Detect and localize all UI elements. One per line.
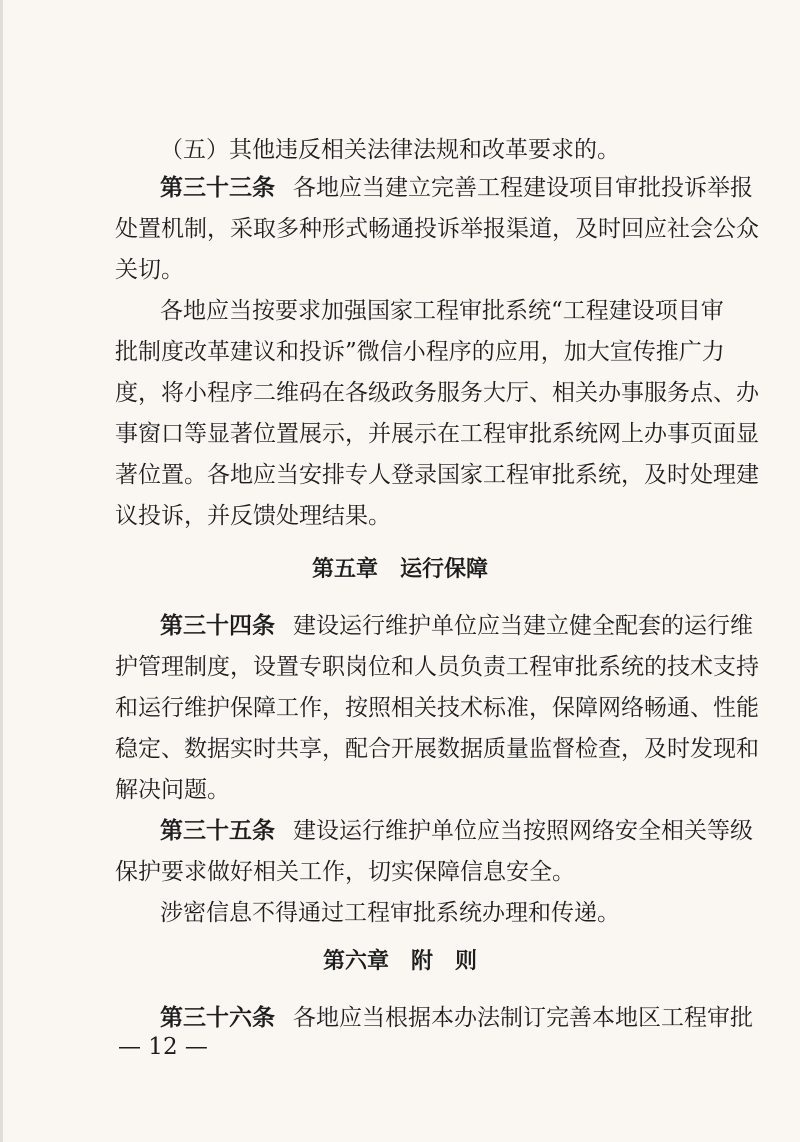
article-34-label: 第三十四条 xyxy=(160,613,275,639)
article-33-p2-line-4-text: 事窗口等显著位置展示，并展示在工程审批系统网上办事页面显 xyxy=(115,421,759,447)
article-33-p2-line-2 xyxy=(115,334,725,370)
item-five-text: （五）其他违反相关法律法规和改革要求的。 xyxy=(160,137,620,163)
article-33-p2-line-6 xyxy=(115,498,710,534)
chapter-6-heading: 第六章 附 则 xyxy=(322,949,477,974)
article-34-line-3 xyxy=(115,690,759,726)
article-33-line-3-text: 关切。 xyxy=(115,257,184,283)
article-33-p2-line-5-text: 著位置。各地应当安排专人登录国家工程审批系统，及时处理建 xyxy=(115,462,759,488)
article-33-line-2-text: 处置机制，采取多种形式畅通投诉举报渠道，及时回应社会公众 xyxy=(115,216,759,242)
article-35-line-1 xyxy=(160,813,753,849)
article-35-line-2 xyxy=(115,854,710,890)
article-36-label: 第三十六条 xyxy=(160,1005,275,1031)
article-33-line-2 xyxy=(115,211,759,247)
article-35-label: 第三十五条 xyxy=(160,818,275,844)
article-34-line-2 xyxy=(115,649,759,685)
article-33-p2-line-6-text: 议投诉，并反馈处理结果。 xyxy=(115,503,391,529)
item-five-line xyxy=(160,132,710,168)
article-34-line-4 xyxy=(115,731,759,767)
article-35-line-2-text: 保护要求做好相关工作，切实保障信息安全。 xyxy=(115,859,575,885)
article-33-p2-line-4 xyxy=(115,416,759,452)
article-34-line-1 xyxy=(160,608,753,644)
article-33-p2-line-2-text: 批制度改革建议和投诉”微信小程序的应用，加大宣传推广力 xyxy=(115,339,725,365)
article-34-line-4-text: 稳定、数据实时共享，配合开展数据质量监督检查，及时发现和 xyxy=(115,736,759,762)
article-33-line-1 xyxy=(160,170,753,206)
page-number: — 12 — xyxy=(118,1034,208,1060)
article-33-label: 第三十三条 xyxy=(160,175,275,201)
article-33-line-3 xyxy=(115,252,710,288)
article-35-p2-line-1 xyxy=(160,895,710,931)
chapter-5-heading: 第五章 运行保障 xyxy=(311,557,488,582)
article-36-line-1-text: 各地应当根据本办法制订完善本地区工程审批 xyxy=(293,1005,753,1031)
article-34-line-3-text: 和运行维护保障工作，按照相关技术标准，保障网络畅通、性能 xyxy=(115,695,759,721)
article-36-line-1 xyxy=(160,1000,753,1036)
article-34-line-5 xyxy=(115,772,710,808)
article-34-line-2-text: 护管理制度，设置专职岗位和人员负责工程审批系统的技术支持 xyxy=(115,654,759,680)
article-34-line-5-text: 解决问题。 xyxy=(115,777,230,803)
article-33-p2-line-3-text: 度，将小程序二维码在各级政务服务大厅、相关办事服务点、办 xyxy=(115,380,759,406)
article-33-line-1-text: 各地应当建立完善工程建设项目审批投诉举报 xyxy=(293,175,753,201)
article-35-p2-text: 涉密信息不得通过工程审批系统办理和传递。 xyxy=(160,900,620,926)
article-33-p2-line-1-text: 各地应当按要求加强国家工程审批系统“工程建设项目审 xyxy=(160,298,724,324)
article-33-p2-line-5 xyxy=(115,457,759,493)
article-33-p2-line-1 xyxy=(160,293,724,329)
article-35-line-1-text: 建设运行维护单位应当按照网络安全相关等级 xyxy=(293,818,753,844)
article-33-p2-line-3 xyxy=(115,375,759,411)
article-34-line-1-text: 建设运行维护单位应当建立健全配套的运行维 xyxy=(293,613,753,639)
